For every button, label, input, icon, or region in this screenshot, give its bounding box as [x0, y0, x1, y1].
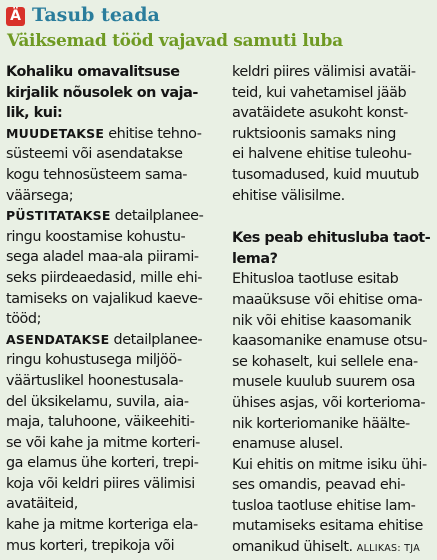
text-line: se või kahe ja mitme korteri- — [6, 434, 200, 451]
text-line: Kui ehitis on mitme isiku ühi- — [232, 456, 427, 473]
pustitatakse-paragraph — [6, 206, 224, 330]
text-line: kaasomanike enamuse otsu- — [232, 333, 428, 350]
text-line: kirjalik nõusolek on vaja- — [6, 84, 198, 101]
text-line: seks piirdeaedasid, mille ehi- — [6, 269, 203, 286]
source-credit: ALLIKAS: TJA — [356, 543, 421, 555]
text-line: teid, kui vahetamisel jääb — [232, 84, 407, 101]
joint-ownership-paragraph — [232, 455, 436, 560]
right-column — [232, 62, 436, 560]
text-line: Kohaliku omavalitsuse — [6, 64, 180, 80]
text-line: tusomadused, kuid muutub — [232, 166, 419, 183]
article-header — [0, 0, 437, 58]
section-badge-icon — [6, 7, 25, 26]
term-text: detailplanee- — [109, 331, 203, 348]
term-asendatakse: ASENDATAKSE — [6, 331, 110, 347]
text-line: del üksikelamu, suvila, aia- — [6, 393, 189, 410]
muudetakse-paragraph — [6, 124, 224, 206]
text-line: ga elamus ühe korteri, trepi- — [6, 455, 199, 472]
avatäited-paragraph — [232, 62, 436, 206]
text-line: nik või ehitise kaasomanik — [232, 312, 412, 329]
text-line: avatäiteid, — [6, 496, 78, 513]
text-line: ses omandis, peavad ehi- — [232, 477, 406, 494]
text-line: sega aladel maa-ala piirami- — [6, 249, 199, 266]
text-line: lema? — [232, 250, 278, 267]
text-line: maja, taluhoone, väikeehiti- — [6, 414, 195, 431]
text-line: avatäidete asukoht konst- — [232, 105, 408, 122]
text-line: mus korteri, trepikoja või — [6, 537, 175, 554]
text-line: ei halvene ehitise tuleohu- — [232, 146, 412, 163]
text-line: maaüksuse või ehitise oma- — [232, 291, 423, 308]
text-line — [6, 124, 224, 145]
text-line: se kohaselt, kui sellele ena- — [232, 353, 418, 370]
text-line: ringu koostamise kohustu- — [6, 228, 186, 245]
headline: Väiksemad tööd vajavad samuti luba — [7, 31, 343, 51]
text-line — [232, 537, 436, 560]
text-line: kogu tehnosüsteem sama- — [6, 166, 188, 183]
term-muudetakse: MUUDETAKSE — [6, 125, 105, 141]
asendatakse-paragraph — [6, 330, 224, 557]
term-text: ehitise tehno- — [104, 125, 202, 142]
last-line-text: omanikud ühiselt. — [232, 539, 353, 556]
text-line: väärsega; — [6, 187, 74, 204]
text-line: nik korteriomanike häälte- — [232, 415, 410, 432]
text-line: enamuse alusel. — [232, 436, 343, 453]
term-text: detailplanee- — [110, 208, 204, 225]
text-line: mutamiseks esitama ehitise — [232, 518, 423, 535]
text-line: väärtuslikel hoonestusala- — [6, 372, 184, 389]
text-line: musele kuulub suurem osa — [232, 374, 415, 391]
kicker: Tasub teada — [32, 4, 160, 26]
text-line: keldri piires välimisi avatäi- — [232, 64, 416, 80]
text-line: tööd; — [6, 311, 41, 328]
section-badge-letter: Ä — [10, 8, 21, 24]
text-line: ruktsioonis samaks ning — [232, 125, 396, 142]
text-line — [6, 206, 224, 227]
text-line: ringu kohustusega miljöö- — [6, 352, 182, 369]
text-line: kahe ja mitme korteriga ela- — [6, 517, 198, 534]
paragraph-gap — [232, 206, 436, 228]
text-line: tusloa taotluse ehitise lam- — [232, 497, 416, 514]
text-line: koja või keldri piires välimisi — [6, 475, 195, 492]
answer-paragraph — [232, 269, 436, 454]
text-line: lik, kui: — [6, 105, 63, 122]
text-line: ehitise välisilme. — [232, 187, 345, 204]
term-pustitatakse: PÜSTITATAKSE — [6, 208, 111, 224]
text-line: tamiseks on vajalikud kaeve- — [6, 290, 203, 307]
text-line: süsteemi või asendatakse — [6, 146, 183, 163]
text-line: Kes peab ehitusluba taot- — [232, 230, 431, 247]
left-column — [6, 62, 224, 556]
intro-paragraph — [6, 62, 224, 124]
question-heading — [232, 228, 436, 269]
text-line — [6, 330, 224, 351]
text-line: Ehitusloa taotluse esitab — [232, 271, 399, 288]
text-line: ühises asjas, või korterioma- — [232, 394, 426, 411]
